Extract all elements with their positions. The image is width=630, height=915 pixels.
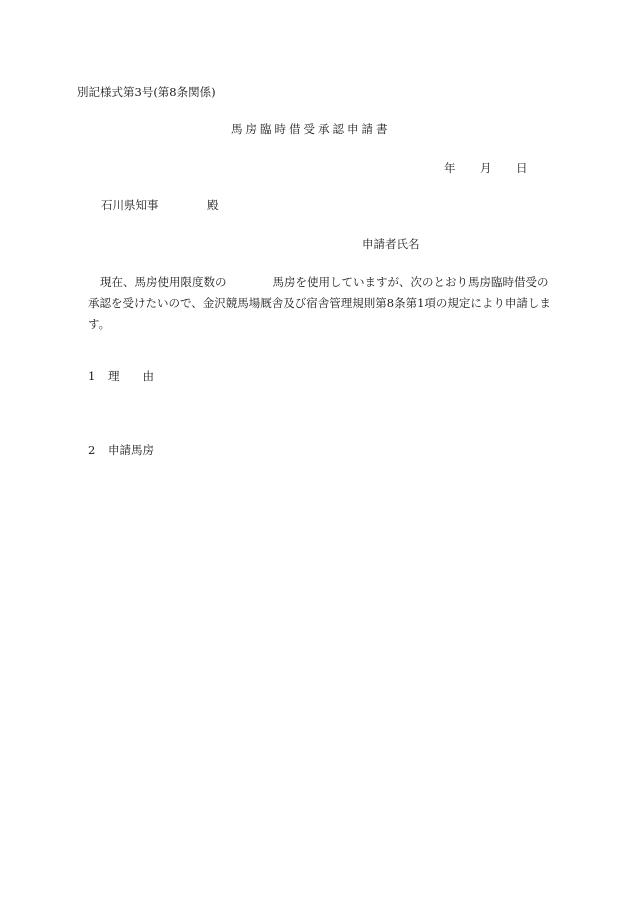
item-number: 2 [88, 443, 96, 457]
date-year-label: 年 [444, 161, 456, 175]
date-day-label: 日 [516, 161, 528, 175]
document-title: 馬房臨時借受承認申請書 [231, 122, 391, 136]
item-number: 1 [88, 369, 96, 383]
body-text-part2: 馬房を使用していますが、次のとおり馬房臨時借受の承認を受けたいので、金沢競馬場厩舎及び宿舎管理規則第8条第1項の規定により申請します。 [88, 275, 551, 331]
honorific: 殿 [207, 198, 219, 212]
item-requested-stall [88, 442, 154, 458]
application-body-text [88, 272, 554, 335]
item-label: 申請馬房 [108, 443, 154, 457]
item-reason [88, 368, 154, 384]
date-month-label: 月 [480, 161, 492, 175]
item-label: 理 由 [108, 369, 154, 383]
applicant-name-label: 申請者氏名 [362, 237, 420, 251]
addressee: 石川県知事 [101, 198, 159, 212]
form-label: 別記様式第3号(第8条関係) [77, 85, 216, 99]
body-text-part1: 現在、馬房使用限度数の [100, 275, 227, 289]
